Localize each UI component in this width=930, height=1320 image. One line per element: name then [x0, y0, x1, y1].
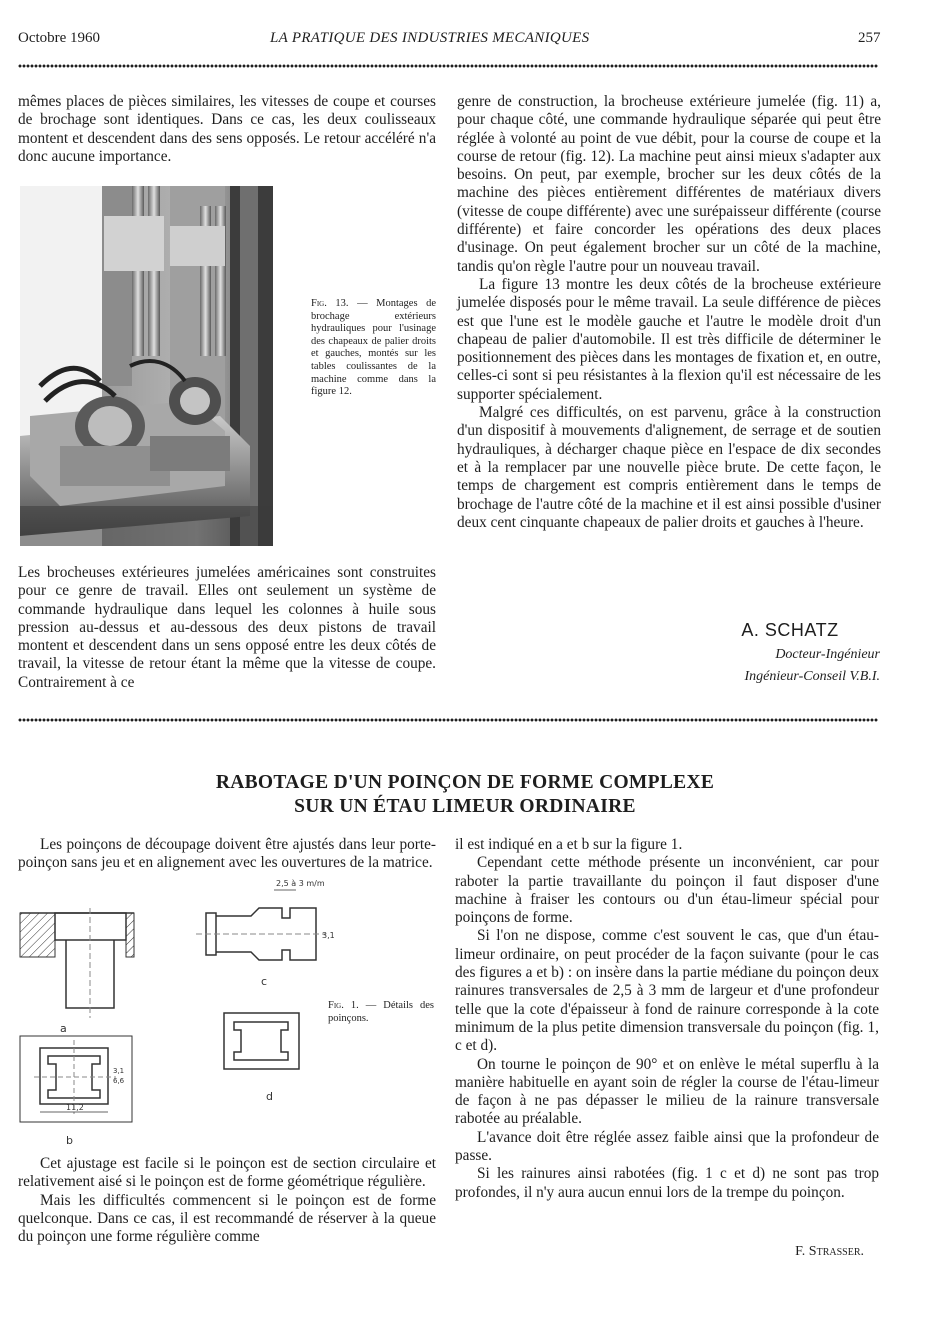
article2-right-column [455, 836, 879, 1202]
article2-left-bottom [18, 1155, 436, 1246]
figure1-label-d: d [266, 1090, 273, 1103]
article1-paragraph: genre de construction, la brocheuse extérieure jumelée (fig. 11) a, pour chaque côté, une commande hydraulique séparée qui peut être réglée à volonté au point de vue débit, pour la course de coupe et la course de retour (fig. 12). La machine peut ainsi mieux s'adapter aux besoins. On peut, par exemple, brocher sur les deux côtés de la machine des pièces entièrement différentes de matériaux divers (vitesse de coupe différente) avec une surépaisseur différente (course différente) et faire concorder les opérations des deux places d'usinage. On peut également brocher sur un côté de la machine, tandis qu'on règle l'autre pour un nouveau travail. [457, 93, 881, 275]
article1-left-top [18, 93, 436, 166]
figure1-part-c [196, 890, 326, 960]
figure1-dim-2: 6,6 [113, 1077, 125, 1085]
figure1-part-a [20, 908, 134, 1018]
figure1-part-d [224, 1013, 299, 1069]
figure1-dim-groove: 2,5 à 3 m/m [276, 879, 325, 888]
article1-right-column [457, 93, 881, 532]
article1-paragraph: La figure 13 montre les deux côtés de la brocheuse extérieure jumelée disposés pour le même travail. La seule différence de pièces est que l'une est le modèle gauche et l'autre le modèle droit d'un chapeau de palier d'automobile. Il est très difficile de déterminer le positionnement des pièces dans les montages de fixation et, en outre, celles-ci sont si peu résistantes à la flexion qu'il est nécessaire de les supporter spécialement. [457, 275, 881, 403]
article1-left-bottom [18, 564, 436, 692]
article2-paragraph: On tourne le poinçon de 90° et on enlève le métal superflu à la manière habituelle en ayant soin de régler la course de l'étau-limeur de façon à ne pas dépasser le milieu de la rainure transversale rabotée au préalable. [455, 1055, 879, 1128]
figure13-caption-text: — Montages de brochage extérieurs hydrauliques pour l'usinage des chapeaux de palier droits et gauches, montés sur les tables coulissantes de la machine comme dans la figure 12. [311, 298, 436, 398]
header-date: Octobre 1960 [18, 30, 101, 46]
figure1-caption [328, 1000, 434, 1025]
figure1-caption-label: Fig. 1. [328, 1000, 359, 1011]
page-number: 257 [858, 30, 881, 46]
article2-paragraph: Si les rainures ainsi rabotées (fig. 1 c et d) ne sont pas trop profondes, il n'y aura aucun ennui lors de la trempe du poinçon. [455, 1165, 879, 1201]
article1-paragraph: Malgré ces difficultés, on est parvenu, grâce à la construction d'un dispositif à mouvements d'alignement, de serrage et de soutien hydrauliques, à décharger chaque pièce en l'espace de dix secondes et à la remplacer par une nouvelle pièce brute. De cette façon, le temps de chargement est compris entièrement dans le temps de brochage de l'autre côté de la machine et il est ainsi possible d'usiner deux cent cinquante chapeaux de palier droits et gauches à l'heure. [457, 404, 881, 531]
figure1-caption-text: — Détails des poinçons. [328, 1000, 434, 1024]
figure1-dim-width: 11,2 [66, 1103, 84, 1112]
article2-paragraph: Les poinçons de découpage doivent être ajustés dans leur porte-poinçon sans jeu et en alignement avec les ouvertures de la matrice. [18, 836, 436, 872]
article2-author: F. Strasser. [795, 1244, 864, 1259]
article2-paragraph: Mais les difficultés commencent si le poinçon est de forme quelconque. Dans ce cas, il est recommandé de réserver à la queue du poinçon une forme régulière comme [18, 1191, 436, 1246]
header-journal-title: LA PRATIQUE DES INDUSTRIES MECANIQUES [270, 30, 590, 46]
figure1-label-c: c [261, 975, 268, 988]
section-dotted-rule [18, 718, 878, 722]
figure13-caption-label: Fig. 13. [311, 298, 349, 309]
figure13-photo [20, 186, 273, 546]
article2-paragraph: Cependant cette méthode présente un inconvénient, car pour raboter la partie travaillante du poinçon il faut disposer d'une machine à fraiser les contours ou d'un étau-limeur spécial pour poinçons de forme. [455, 854, 879, 927]
article2-title-line2: SUR UN ÉTAU LIMEUR ORDINAIRE [294, 796, 636, 817]
figure13-caption [311, 298, 436, 399]
article2-paragraph: il est indiqué en a et b sur la figure 1. [455, 836, 683, 853]
figure1-label-a: a [60, 1022, 67, 1035]
article1-paragraph: mêmes places de pièces similaires, les vitesses de coupe et courses de brochage sont identiques. Dans ce cas, les deux coulisseaux montent et descendent dans des sens opposés. Le retour accéléré n'a donc aucune importance. [18, 93, 436, 165]
figure1-dim-depth: 3,1 [322, 931, 335, 940]
top-dotted-rule [18, 64, 878, 68]
figure1-dim-1: 3,1 [113, 1067, 125, 1075]
article1-author: A. SCHATZ [741, 620, 839, 640]
article2-paragraph: Cet ajustage est facile si le poinçon est de section circulaire et relativement aisé si le poinçon est de forme géométrique régulière. [18, 1155, 436, 1191]
figure1-label-b: b [66, 1134, 73, 1147]
article1-author-affiliation: Ingénieur-Conseil V.B.I. [744, 669, 880, 684]
article2-paragraph: Si l'on ne dispose, comme c'est souvent le cas, que d'un étau-limeur ordinaire, on peut procéder de la façon suivante (pour le cas des figures a et b) : on insère dans la partie médiane du poinçon deux rainures transversales de 2,5 à 3 mm de largeur et d'une profondeur telle que la cote d'épaisseur à fond de rainure corresponde à la cote minimum de la plus petite dimension transversale du poinçon (fig. 1, c et d). [455, 927, 879, 1055]
article2-title-line1: RABOTAGE D'UN POINÇON DE FORME COMPLEXE [215, 772, 715, 793]
article1-author-title: Docteur-Ingénieur [775, 647, 880, 662]
article2-paragraph: L'avance doit être réglée assez faible ainsi que la profondeur de passe. [455, 1128, 879, 1165]
article1-paragraph: Les brocheuses extérieures jumelées américaines sont construites pour ce genre de travail. Elles ont seulement un système de commande hydraulique dans lequel les colonnes à huile sous pression au-dessus et au-dessous des deux pistons de travail montent et descendent dans un sens opposé entre les deux côtés de travail, la vitesse de retour étant la même que la vitesse de coupe. Contrairement à ce [18, 564, 436, 691]
